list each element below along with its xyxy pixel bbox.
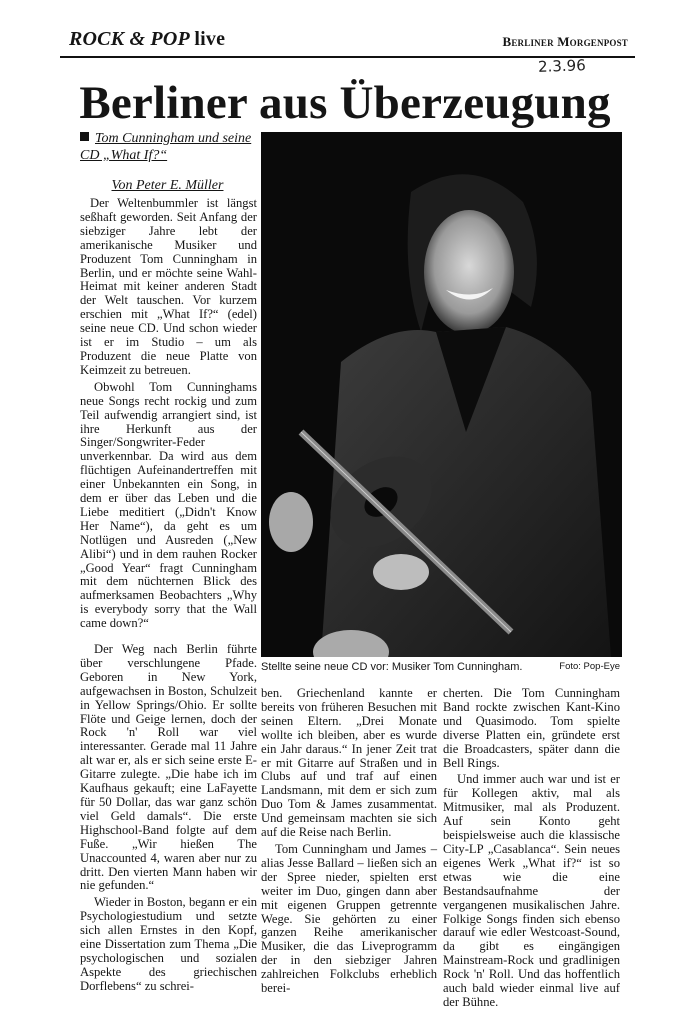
square-bullet-icon	[80, 132, 89, 141]
section-title: ROCK & POP	[69, 28, 190, 50]
caption-text: Stellte seine neue CD vor: Musiker Tom Cunningham.	[261, 661, 523, 673]
article-column-1-top	[80, 197, 257, 634]
paragraph: Obwohl Tom Cunninghams neue Songs recht rockig und zum Teil aufwendig arrangiert sind, ist ihre Herkunft aus der Singer/Songwriter-Feder unverkennbar. Da wird aus dem flüchtigen Aufeinandertreffen mit einer Unbekannten ein Song, in dem er über das Leben und die Liebe meditiert („Didn't Know Her Name“), da geht es um Notlügen und Ausreden („New Alibi“) und in dem rauhen Rocker „Good Year“ fragt Cunningham mit dem nüchternen Blick des aufmerksamen Beobachters „Why is everybody sorry that the Wall came down?“	[80, 379, 257, 631]
photo-caption	[261, 661, 622, 673]
photo-credit: Foto: Pop-Eye	[559, 661, 620, 672]
portrait-musician-with-guitar-photo	[261, 132, 622, 657]
paragraph: Tom Cunningham und James – alias Jesse Ballard – ließen sich an der Spree nieder, spielten erst weiter im Duo, gingen dann aber mit eigenen Gruppen getrennte Wege. Sie gehörten zu einer ganzen Reihe amerikanischer Musiker, die das Liveprogramm der in den siebziger Jahren zahlreichen Folkclubs erheblich berei-	[261, 841, 437, 996]
article-column-1-bottom	[80, 643, 257, 997]
section-suffix: live	[194, 28, 226, 50]
paragraph: ben. Griechenland kannte er bereits von früheren Besuchen mit seinen Eltern. „Drei Monate wollte ich bleiben, aber es wurde ein Jahr daraus.“ In jener Zeit trat er mit Gitarre auf Straßen und in Clubs auf und traf auf einen Landsmann, mit dem er sich zum Duo Tom & James zusammentat. Und gemeinsam machten sie sich auf die Reise nach Berlin.	[261, 686, 437, 840]
headline: Berliner aus Überzeugung	[79, 77, 611, 129]
newspaper-name: Berliner Morgenpost	[502, 34, 628, 49]
paragraph: Und immer auch war und ist er für Kollegen aktiv, mal als Mitmusiker, mal als Produzent. Auf sein Konto geht beispielsweise auch die klassische City-LP „Casablanca“. Sein neues eigenes Werk „What if?“ ist so etwas wie die eine Bestandsaufnahme der vergangenen musikalischen Jahre. Folkige Songs finden sich ebenso darauf wie edler Westcoast-Sound, da gibt es eingängigen Mainstream-Rock und gradlinigen Rock 'n' Roll. Und das hoffentlich auch bald wieder einmal live auf der Bühne.	[443, 772, 620, 1009]
paragraph: Wieder in Boston, begann er ein Psychologiestudium und setzte sich allen Ernstes in den Kopf, eine Dissertation zum Thema „Die psychologischen und sozialen Aspekte des griechischen Dorflebens“ zu schrei-	[80, 895, 257, 993]
handwritten-date: 2.3.96	[537, 56, 587, 76]
paragraph: Der Weltenbummler ist längst seßhaft geworden. Seit Anfang der siebziger Jahre lebt der amerikanische Musiker und Produzent Tom Cunningham in Berlin, und er möchte seine Wahl-Heimat mit keiner anderen Stadt der Welt tauschen. Vor kurzem erschien mit „What If?“ (edel) seine neue CD. Und schon wieder ist er im Studio – um als Produzent die neue Platte von Keimzeit zu betreuen.	[80, 196, 257, 377]
paragraph: cherten. Die Tom Cunningham Band rockte zwischen Kant-Kino und Quasimodo. Tom spielte diverse Platten ein, gründete erst die Broadcasters, später dann die Bell Rings.	[443, 686, 620, 770]
paragraph: Der Weg nach Berlin führte über verschlungene Pfade. Geboren in New York, aufgewachsen in Boston, Schulzeit in Yellow Springs/Ohio. Er sollte Flöte und Geige lernen, doch der Rock 'n' Roll war viel interessanter. Gerade mal 11 Jahre alt war er, als er sich seine erste E-Gitarre zulegte. „Die habe ich im Kaufhaus gekauft; eine LaFayette für 50 Dollar, das war ganz schön viel Geld damals“. Die erste Highschool-Band folgte auf dem Fuße. „Wir hießen The Unaccounted 4, waren aber nur zu dritt. Den vierten Mann haben wir nie gefunden.“	[80, 642, 257, 893]
subheadline-text: Tom Cunningham und seine CD „What If?“	[80, 131, 252, 163]
subheadline	[80, 130, 258, 164]
musician-photo	[261, 132, 622, 657]
article-column-2	[261, 687, 437, 999]
byline: Von Peter E. Müller	[111, 178, 224, 193]
section-label	[69, 28, 225, 51]
article-column-3	[443, 687, 620, 1013]
